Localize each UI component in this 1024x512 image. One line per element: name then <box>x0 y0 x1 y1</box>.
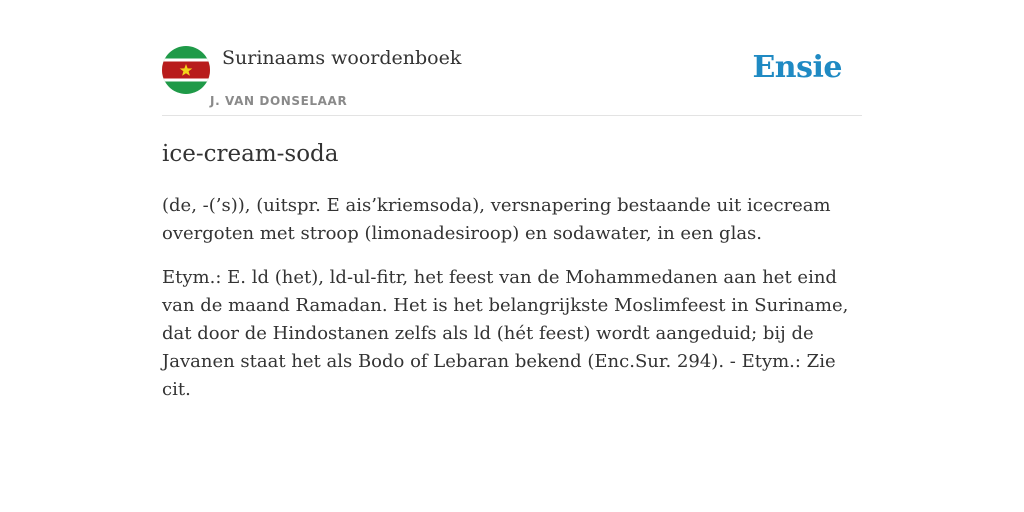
entry-headword: ice-cream-soda <box>162 141 339 167</box>
entry-etymology: Etym.: E. ld (het), ld-ul-fitr, het feest van de Mohammedanen aan het eind van de maand Ramadan. Het is het belangrijkste Moslimfeest in Suriname, dat door de Hindostanen zelfs als ld (hét feest) wordt aangeduid; bij de Javanen staat het als Bodo of Lebaran bekend (Enc.Sur. 294). - Etym.: Zie cit. <box>162 267 849 400</box>
dictionary-header <box>162 46 862 116</box>
header-divider <box>162 115 862 116</box>
dictionary-title-link[interactable]: Surinaams woordenboek <box>222 47 462 69</box>
suriname-flag-icon <box>162 46 210 94</box>
entry-content <box>162 136 862 420</box>
dictionary-author: J. VAN DONSELAAR <box>210 94 348 108</box>
flag-graphic <box>162 46 210 94</box>
entry-definition: (de, -(’s)), (uitspr. E ais’kriemsoda), versnapering bestaande uit icecream overgoten met stroop (limonadesiroop) en sodawater, in een glas. <box>162 195 831 244</box>
ensie-logo-link[interactable]: Ensie <box>752 50 842 85</box>
